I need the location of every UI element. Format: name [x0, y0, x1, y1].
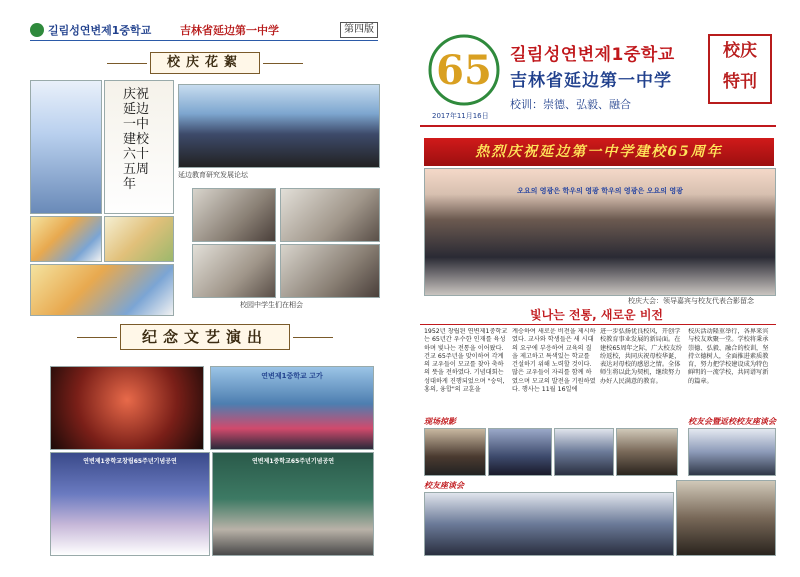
- photo-alumni-1: [192, 188, 276, 242]
- article-text-4: 校庆活动隆重举行，各界来宾与校友欢聚一堂。学校将秉承崇德、弘毅、融合的校训，坚持立德树人，全面推进素质教育，努力把学校建设成为特色鲜明的一流学校，共同谱写新的篇章。: [688, 328, 769, 385]
- section-title-anniversary-highlights: 校庆花絮: [150, 52, 260, 74]
- logo-number: 65: [436, 47, 492, 94]
- photo-bulletin-board-2: [104, 216, 174, 262]
- edition-label: 第四版: [340, 22, 378, 38]
- left-page-header: [30, 22, 378, 41]
- caption-forum: 延边教育研究发展论坛: [178, 171, 248, 179]
- photo-performance-4: [212, 452, 374, 556]
- article-column-4: [688, 328, 772, 412]
- performance-banner-text-2: 연변제1중학교창립65주년기념공연: [83, 458, 177, 465]
- article-divider: [420, 324, 776, 325]
- photo-forum-meeting: [424, 492, 674, 556]
- photo-alumni-3: [192, 244, 276, 298]
- photo-performance-3: [50, 452, 210, 556]
- school-motto: 校训：崇德、弘毅、融合: [510, 98, 631, 111]
- issue-date: 2017年11月16日: [432, 112, 489, 120]
- performance-banner-text-1: 연변제1중학교 고가: [261, 372, 323, 380]
- section-label-alumni-meeting: 校友会暨返校校友座谈会: [688, 417, 776, 426]
- section-title-performance: 纪念文艺演出: [120, 324, 290, 350]
- caption-alumni: 校园中学生们在相会: [240, 301, 303, 309]
- section-label-forum: 校友座谈会: [424, 481, 464, 490]
- header-school-chinese: 吉林省延边第一中学: [180, 24, 279, 37]
- photo-forum-audience: [676, 480, 776, 556]
- article-text-2: 계승하여 새로운 비전을 제시하였다. 교사와 학생들은 새 시대의 요구에 부응하여 교육의 질을 제고하고 특색있는 학교를 건설하기 위해 노력할 것이다. 많은 교우들이 자리를 함께 하였으며 모교의 발전을 기원하였다. 행사는 11월 16일에: [512, 328, 596, 394]
- photo-school-poster: [30, 80, 102, 214]
- photo-scene-2: [488, 428, 552, 476]
- headline-banner: 热烈庆祝延边第一中学建校65周年: [424, 138, 774, 166]
- article-column-3: [600, 328, 684, 412]
- article-column-1: [424, 328, 508, 412]
- photo-bulletin-board-1: [30, 216, 102, 262]
- photo-scene-1: [424, 428, 486, 476]
- anniversary-65-logo-icon: [425, 30, 503, 110]
- caption-group-photo: 校庆大会：领导嘉宾与校友代表合影留念: [628, 297, 754, 305]
- badge-line-2: 特刊: [723, 72, 757, 92]
- right-title-chinese: 吉林省延边第一中学: [510, 71, 672, 91]
- header-school-korean: 길림성연변제1중학교: [48, 24, 152, 37]
- photo-alumni-4: [280, 244, 380, 298]
- group-photo-banner-text: 오요의 영광은 학우의 영광 학우의 영광은 오요의 영광: [517, 187, 683, 195]
- photo-performance-1: [50, 366, 204, 450]
- special-issue-badge: [708, 34, 772, 104]
- photo-scene-3: [554, 428, 614, 476]
- article-title: 빛나는 전통, 새로운 비전: [530, 308, 664, 322]
- photo-performance-2: [210, 366, 374, 450]
- performance-banner-text-3: 연변제1중학교65주년기념공연: [251, 458, 335, 465]
- school-logo-icon: [30, 23, 44, 37]
- photo-alumni-meeting: [688, 428, 776, 476]
- photo-alumni-2: [280, 188, 380, 242]
- badge-line-1: 校庆: [723, 41, 757, 61]
- section-label-scene: 现场掠影: [424, 417, 456, 426]
- photo-group-ceremony: [424, 168, 776, 296]
- calligraphy-text: 庆祝延边一中建校六十五周年: [123, 87, 150, 192]
- article-text-3: 进一步弘扬优良校风，开创学校教育事业发展的新局面。在建校65周年之际，广大校友纷纷返校，共同庆祝母校华诞，表达对母校的感恩之情。全体师生将以此为契机，继续努力办好人民满意的教育。: [600, 328, 683, 385]
- right-title-korean: 길림성연변제1중학교: [510, 45, 675, 65]
- photo-forum-stage: [178, 84, 380, 168]
- photo-bulletin-board-3: [30, 264, 174, 316]
- photo-scene-4: [616, 428, 678, 476]
- article-text-1: 1952년 창립된 연변제1중학교는 65년간 우수한 인재를 육성하며 빛나는 전통을 이어왔다. 건교 65주년을 맞이하여 각계의 교우들이 모교를 찾아 축하의 뜻을 전하였다. 기념대회는 성대하게 진행되었으며 "숭덕, 홍의, 융합"의 교훈을: [424, 328, 508, 394]
- header-divider: [420, 125, 776, 127]
- article-column-2: [512, 328, 596, 412]
- photo-calligraphy: [104, 80, 174, 214]
